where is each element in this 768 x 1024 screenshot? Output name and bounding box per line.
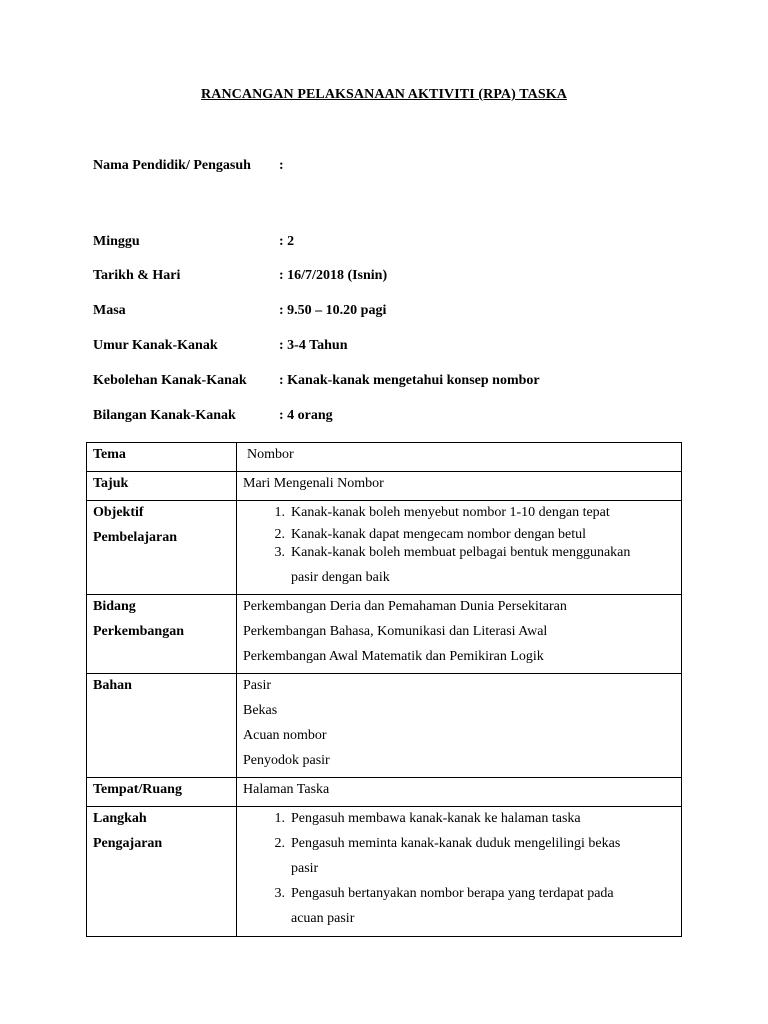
list-item: Acuan nombor bbox=[243, 728, 327, 743]
label-line: Perkembangan bbox=[93, 624, 184, 639]
field-tarikh-hari bbox=[93, 268, 387, 284]
row-value bbox=[237, 595, 682, 674]
field-value: : 9.50 – 10.20 pagi bbox=[279, 303, 387, 318]
list-item: 3. Kanak-kanak boleh membuat pelbagai bentuk menggunakan bbox=[274, 545, 631, 560]
field-bilangan bbox=[93, 408, 333, 424]
list-item: Perkembangan Awal Matematik dan Pemikiran Logik bbox=[243, 649, 544, 664]
field-value: : bbox=[279, 158, 284, 173]
row-value: Nombor bbox=[237, 443, 682, 472]
rpa-table bbox=[86, 442, 682, 937]
row-value bbox=[237, 674, 682, 778]
row-tema bbox=[87, 443, 682, 472]
field-value: : 16/7/2018 (Isnin) bbox=[279, 268, 388, 283]
field-value: : Kanak-kanak mengetahui konsep nombor bbox=[279, 373, 540, 388]
row-value bbox=[237, 807, 682, 937]
row-tempat bbox=[87, 778, 682, 807]
row-label: Tema bbox=[87, 443, 237, 472]
field-label: Bilangan Kanak-Kanak bbox=[93, 408, 236, 423]
field-label: Tarikh & Hari bbox=[93, 268, 181, 283]
field-minggu bbox=[93, 234, 294, 250]
field-label: Masa bbox=[93, 303, 126, 318]
row-objektif bbox=[87, 501, 682, 595]
row-label bbox=[87, 807, 237, 937]
field-nama-pendidik bbox=[93, 158, 284, 174]
row-label bbox=[87, 501, 237, 595]
list-item: Perkembangan Deria dan Pemahaman Dunia Persekitaran bbox=[243, 599, 567, 614]
field-label: Kebolehan Kanak-Kanak bbox=[93, 373, 247, 388]
row-label: Bahan bbox=[87, 674, 237, 778]
field-value: : 3-4 Tahun bbox=[279, 338, 348, 353]
label-line: Langkah bbox=[93, 811, 147, 826]
field-label: Minggu bbox=[93, 234, 140, 249]
field-value: : 4 orang bbox=[279, 408, 333, 423]
row-tajuk bbox=[87, 472, 682, 501]
row-langkah bbox=[87, 807, 682, 937]
label-line: Objektif bbox=[93, 505, 144, 520]
field-label: Umur Kanak-Kanak bbox=[93, 338, 218, 353]
label-line: Pengajaran bbox=[93, 836, 163, 851]
row-bidang bbox=[87, 595, 682, 674]
document-title: RANCANGAN PELAKSANAAN AKTIVITI (RPA) TASKA bbox=[201, 87, 567, 102]
field-masa bbox=[93, 303, 386, 319]
list-item-continuation: pasir dengan baik bbox=[291, 570, 390, 585]
row-value bbox=[237, 501, 682, 595]
row-label: Tajuk bbox=[87, 472, 237, 501]
list-item: 3. Pengasuh bertanyakan nombor berapa yang terdapat pada bbox=[274, 886, 614, 901]
field-value: : 2 bbox=[279, 234, 295, 249]
label-line: Bidang bbox=[93, 599, 136, 614]
row-label: Tempat/Ruang bbox=[87, 778, 237, 807]
field-umur bbox=[93, 338, 347, 354]
field-label: Nama Pendidik/ Pengasuh bbox=[93, 158, 251, 173]
list-item: 2. Pengasuh meminta kanak-kanak duduk mengelilingi bekas bbox=[274, 836, 621, 851]
list-item: 1. Pengasuh membawa kanak-kanak ke halaman taska bbox=[274, 811, 581, 826]
row-label bbox=[87, 595, 237, 674]
list-item-continuation: acuan pasir bbox=[291, 911, 355, 926]
row-value: Mari Mengenali Nombor bbox=[237, 472, 682, 501]
list-item: Penyodok pasir bbox=[243, 753, 330, 768]
list-item: Perkembangan Bahasa, Komunikasi dan Literasi Awal bbox=[243, 624, 548, 639]
list-item: 2. Kanak-kanak dapat mengecam nombor dengan betul bbox=[274, 527, 587, 542]
list-item: Bekas bbox=[243, 703, 278, 718]
row-value: Halaman Taska bbox=[237, 778, 682, 807]
label-line: Pembelajaran bbox=[93, 530, 177, 545]
list-item: 1. Kanak-kanak boleh menyebut nombor 1-10 dengan tepat bbox=[274, 505, 610, 520]
field-kebolehan bbox=[93, 373, 540, 389]
list-item-continuation: pasir bbox=[291, 861, 319, 876]
row-bahan bbox=[87, 674, 682, 778]
list-item: Pasir bbox=[243, 678, 271, 693]
